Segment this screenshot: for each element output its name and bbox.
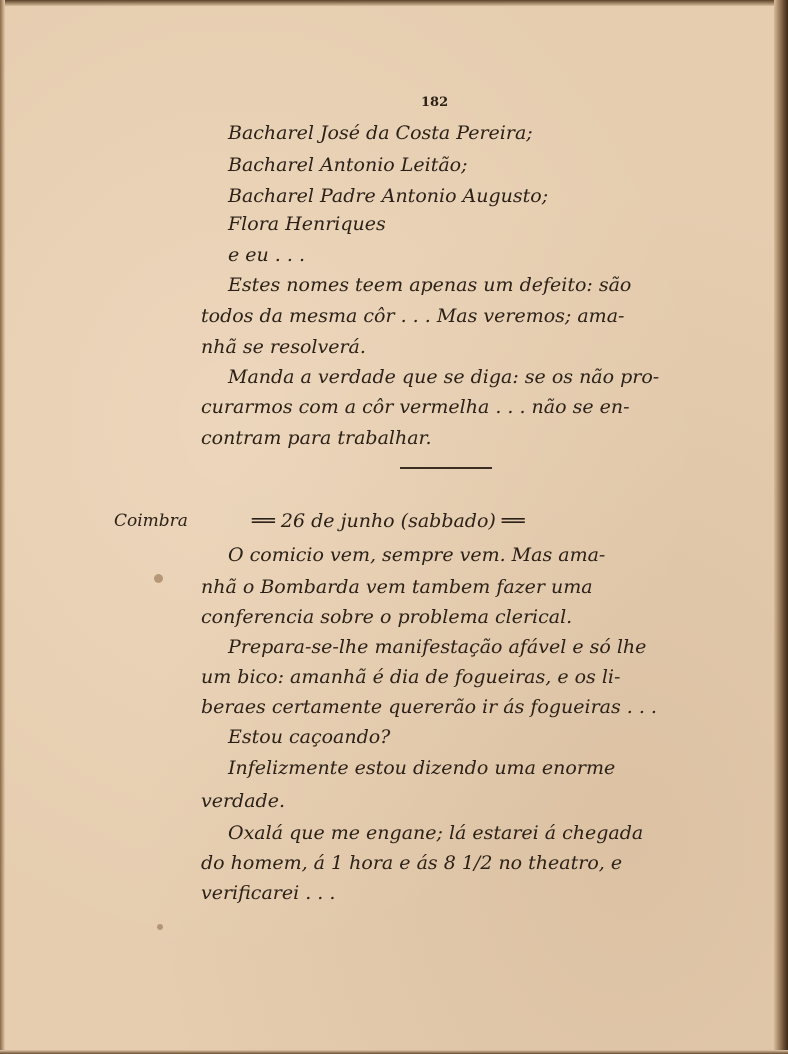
text-line: Prepara-se-lhe manifestação afável e só lhe [228,636,647,658]
text-line: contram para trabalhar. [201,427,432,449]
text-line: um bico: amanhã é dia de fogueiras, e os li- [201,666,621,688]
date-heading: ══ 26 de junho (sabbado) ══ [252,510,525,532]
text-line: Manda a verdade que se diga: se os não pro- [228,366,660,388]
page-bottom-edge [0,1050,788,1054]
text-line: Bacharel Antonio Leitão; [228,154,468,176]
foxing-spot [154,574,163,583]
text-line: Estes nomes teem apenas um defeito: são [228,274,632,296]
text-line: e eu . . . [228,244,306,266]
margin-note: Coimbra [114,511,188,531]
text-line: nhã se resolverá. [201,336,366,358]
text-line: Bacharel Padre Antonio Augusto; [228,185,549,207]
text-line: Infelizmente estou dizendo uma enorme [228,757,616,779]
text-line: Flora Henriques [228,213,386,235]
text-line: conferencia sobre o problema clerical. [201,606,573,628]
text-line: do homem, á 1 hora e ás 8 1/2 no theatro, e [201,852,623,874]
text-line: nhã o Bombarda vem tambem fazer uma [201,576,593,598]
text-line: Bacharel José da Costa Pereira; [228,122,533,144]
text-line: todos da mesma côr . . . Mas veremos; ama- [201,305,625,327]
text-line: curarmos com a côr vermelha . . . não se en- [201,396,630,418]
page-top-edge [0,0,788,6]
page-number: 182 [421,95,449,110]
page-left-edge [0,0,5,1054]
text-line: Estou caçoando? [228,726,391,748]
text-line: beraes certamente quererão ir ás fogueiras . . . [201,696,657,718]
section-divider [400,467,492,469]
text-line: Oxalá que me engane; lá estarei á chegada [228,822,644,844]
page-right-edge [774,0,788,1054]
foxing-spot [157,924,163,930]
text-line: verificarei . . . [201,882,336,904]
text-line: O comicio vem, sempre vem. Mas ama- [228,544,606,566]
text-line: verdade. [201,790,285,812]
